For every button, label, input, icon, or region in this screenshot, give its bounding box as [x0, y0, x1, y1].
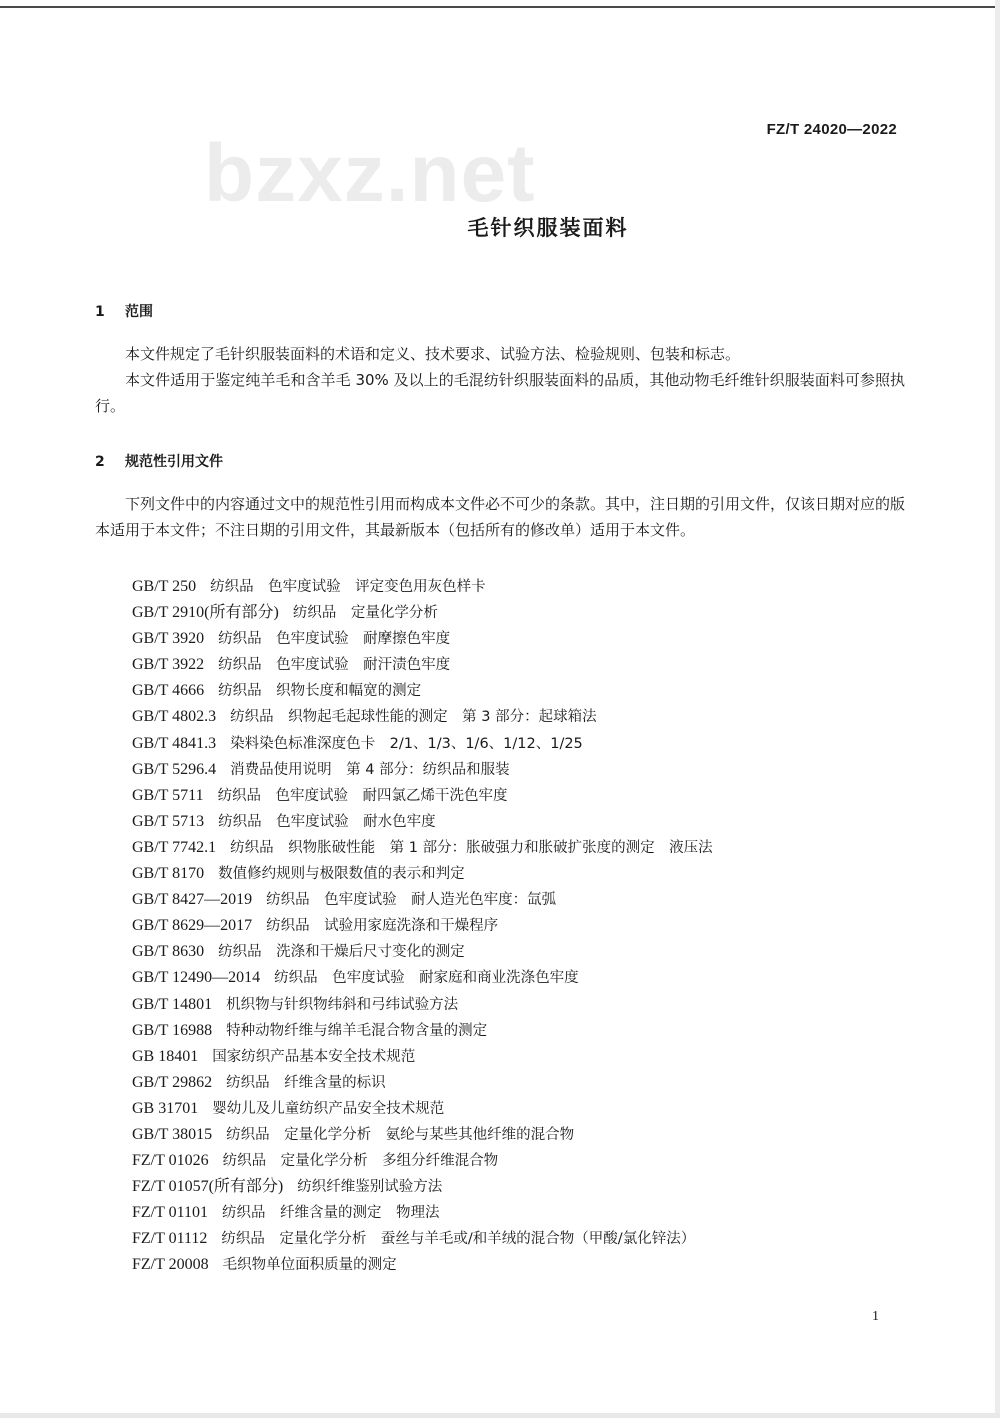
page-bottom-edge: [0, 1413, 1000, 1418]
reference-item: [132, 703, 713, 729]
reference-code: GB/T 8630: [132, 943, 205, 961]
section-heading-normative-references: [95, 451, 223, 471]
reference-item: [132, 938, 713, 964]
reference-title: 纺织品 色牢度试验 耐水色牢度: [218, 813, 436, 830]
reference-title: 纺织品 纤维含量的测定 物理法: [222, 1205, 440, 1222]
reference-code: GB/T 16988: [132, 1021, 213, 1039]
reference-item: [132, 677, 713, 703]
reference-item: [132, 991, 713, 1017]
reference-code: GB/T 3920: [132, 630, 205, 648]
reference-title: 纺织品 色牢度试验 耐人造光色牢度：氙弧: [266, 892, 557, 909]
section-number: 1: [95, 304, 105, 320]
reference-item: [132, 860, 713, 886]
reference-item: [132, 1225, 713, 1251]
reference-code: FZ/T 01112: [132, 1230, 208, 1248]
reference-code: FZ/T 20008: [132, 1256, 209, 1274]
reference-code: GB/T 8427—2019: [132, 891, 253, 909]
reference-item: [132, 599, 713, 625]
reference-code: GB/T 3922: [132, 656, 205, 674]
reference-item: [132, 651, 713, 677]
page-top-edge: [0, 6, 1000, 8]
reference-code: GB/T 5713: [132, 812, 205, 830]
reference-title: 纺织品 定量化学分析 多组分纤维混合物: [222, 1153, 499, 1170]
reference-code: GB/T 14801: [132, 995, 213, 1013]
reference-item: [132, 1043, 713, 1069]
section-number: 2: [95, 454, 105, 470]
reference-code: FZ/T 01057(所有部分): [132, 1178, 284, 1196]
reference-title: 纺织品 洗涤和干燥后尺寸变化的测定: [218, 944, 465, 961]
reference-item: [132, 573, 713, 599]
reference-item: [132, 782, 713, 808]
reference-item: [132, 1095, 713, 1121]
reference-title: 纺织品 色牢度试验 耐四氯乙烯干洗色牢度: [217, 787, 508, 804]
reference-title: 纺织品 定量化学分析: [292, 605, 438, 622]
reference-title: 纺织品 色牢度试验 耐汗渍色牢度: [218, 657, 451, 674]
standard-code: FZ/T 24020—2022: [766, 121, 897, 138]
reference-title: 国家纺织产品基本安全技术规范: [212, 1048, 416, 1065]
reference-title: 纺织品 织物胀破性能 第 1 部分：胀破强力和胀破扩张度的测定 液压法: [230, 839, 713, 856]
watermark: bzxz.net: [204, 128, 536, 219]
reference-title: 纺织品 定量化学分析 氨纶与某些其他纤维的混合物: [226, 1126, 575, 1143]
reference-code: GB 31701: [132, 1099, 199, 1117]
reference-item: [132, 1147, 713, 1173]
reference-code: GB/T 5711: [132, 786, 204, 804]
reference-title: 纺织品 色牢度试验 耐摩擦色牢度: [218, 631, 451, 648]
reference-code: GB 18401: [132, 1047, 199, 1065]
references-intro-paragraph: 下列文件中的内容通过文中的规范性引用而构成本文件必不可少的条款。其中，注日期的引用文件，仅该日期对应的版本适用于本文件；不注日期的引用文件，其最新版本（包括所有的修改单）适用于本文件。: [95, 495, 906, 539]
reference-title: 婴幼儿及儿童纺织产品安全技术规范: [212, 1100, 445, 1117]
reference-item: [132, 756, 713, 782]
reference-title: 消费品使用说明 第 4 部分：纺织品和服装: [230, 761, 510, 778]
reference-title: 纺织品 织物长度和幅宽的测定: [218, 683, 422, 700]
reference-code: GB/T 12490—2014: [132, 969, 261, 987]
reference-title: 纺织品 织物起毛起球性能的测定 第 3 部分：起球箱法: [230, 709, 597, 726]
reference-title: 纺织品 定量化学分析 蚕丝与羊毛或/和羊绒的混合物（甲酸/氯化锌法）: [221, 1231, 696, 1248]
document-title-text: 毛针织服装面料: [467, 216, 629, 240]
reference-item: [132, 1121, 713, 1147]
reference-code: GB/T 8170: [132, 865, 205, 883]
reference-code: GB/T 2910(所有部分): [132, 604, 279, 622]
reference-item: [132, 1199, 713, 1225]
reference-item: [132, 912, 713, 938]
reference-title: 特种动物纤维与绵羊毛混合物含量的测定: [226, 1022, 488, 1039]
reference-title: 纺织品 纤维含量的标识: [226, 1074, 386, 1091]
reference-list: [132, 573, 713, 1278]
reference-title: 纺织品 色牢度试验 评定变色用灰色样卡: [210, 579, 486, 595]
reference-code: GB/T 7742.1: [132, 838, 217, 856]
reference-title: 染料染色标准深度色卡 2/1、1/3、1/6、1/12、1/25: [230, 735, 583, 752]
reference-item: [132, 1251, 713, 1277]
reference-title: 纺织品 试验用家庭洗涤和干燥程序: [266, 918, 499, 935]
reference-code: GB/T 4841.3: [132, 734, 217, 752]
reference-item: [132, 625, 713, 651]
section-heading-scope: [95, 301, 153, 321]
reference-title: 纺织纤维鉴别试验方法: [297, 1179, 443, 1196]
reference-item: [132, 1069, 713, 1095]
document-title: [0, 212, 1000, 242]
reference-title: 机织物与针织物纬斜和弓纬试验方法: [226, 996, 459, 1013]
reference-item: [132, 834, 713, 860]
reference-code: FZ/T 01101: [132, 1204, 209, 1222]
reference-item: [132, 730, 713, 756]
reference-item: [132, 1017, 713, 1043]
reference-code: GB/T 8629—2017: [132, 917, 253, 935]
reference-title: 毛织物单位面积质量的测定: [222, 1257, 397, 1274]
reference-code: GB/T 5296.4: [132, 760, 217, 778]
reference-item: [132, 964, 713, 990]
reference-code: GB/T 29862: [132, 1073, 213, 1091]
reference-item: [132, 886, 713, 912]
section-title: 范围: [125, 304, 153, 320]
reference-title: 纺织品 色牢度试验 耐家庭和商业洗涤色牢度: [274, 970, 579, 987]
reference-item: [132, 1173, 713, 1199]
reference-title: 数值修约规则与极限数值的表示和判定: [218, 866, 465, 883]
scope-paragraph-1: 本文件规定了毛针织服装面料的术语和定义、技术要求、试验方法、检验规则、包装和标志。: [125, 345, 741, 363]
page-number: 1: [872, 1309, 879, 1324]
reference-item: [132, 808, 713, 834]
reference-code: GB/T 250: [132, 578, 197, 595]
reference-code: GB/T 38015: [132, 1125, 213, 1143]
reference-code: GB/T 4802.3: [132, 708, 217, 726]
reference-code: GB/T 4666: [132, 682, 205, 700]
reference-code: FZ/T 01026: [132, 1152, 209, 1170]
section-title: 规范性引用文件: [125, 454, 223, 470]
scope-paragraph-2: 本文件适用于鉴定纯羊毛和含羊毛 30% 及以上的毛混纺针织服装面料的品质，其他动物毛纤维针织服装面料可参照执行。: [95, 371, 905, 415]
